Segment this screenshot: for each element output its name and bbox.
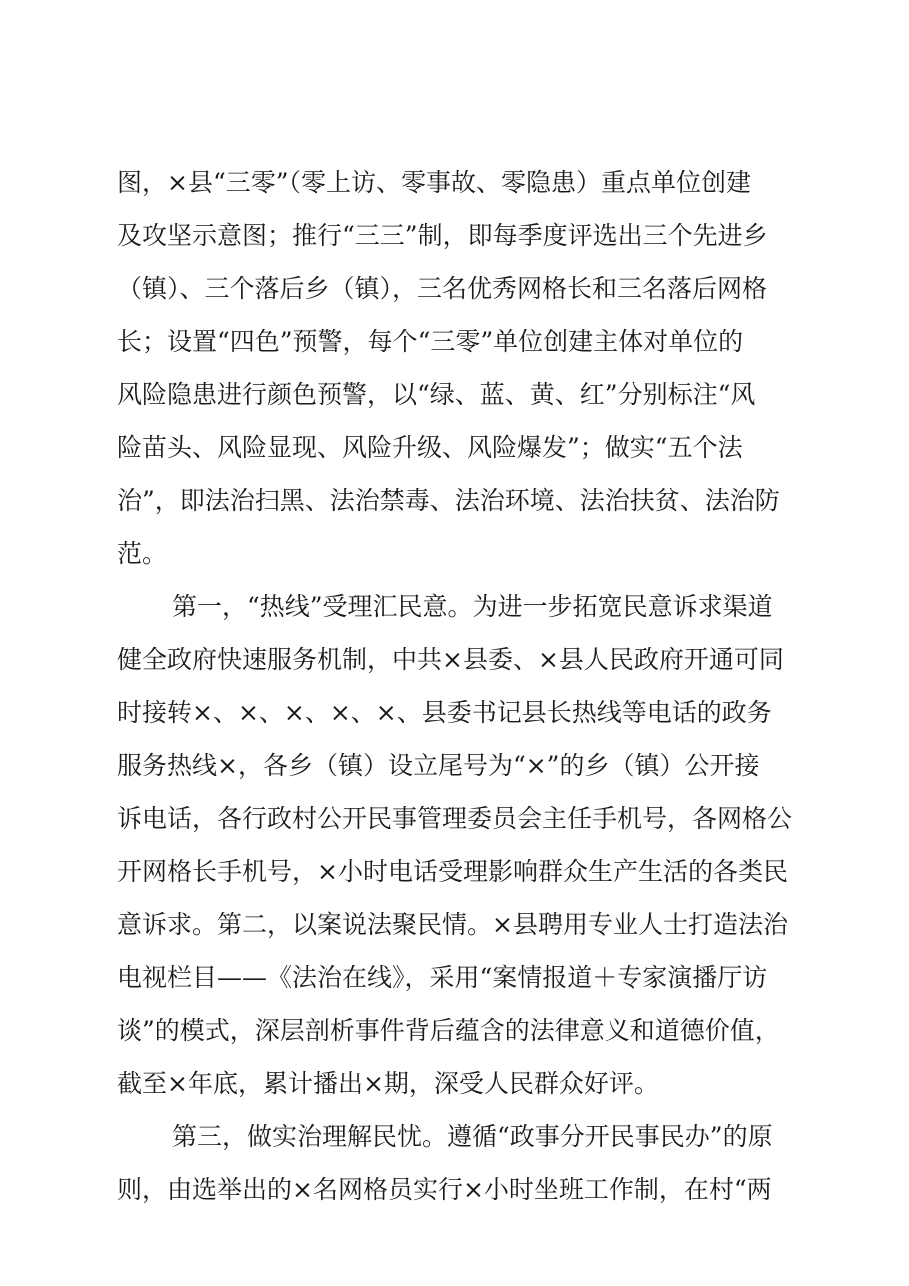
line-text: 则，由选举出的×名网格员实行×小时坐班工作制，在村“两: [117, 1175, 772, 1204]
text-line: [0, 587, 909, 627]
line-text: 第一，“热线”受理汇民意。为进一步拓宽民意诉求渠道: [172, 592, 773, 621]
line-text: 范。: [117, 539, 168, 568]
text-line: [0, 640, 909, 680]
text-line: [0, 163, 909, 203]
line-text: 时接转×、×、×、×、×、县委书记县长热线等电话的政务: [117, 698, 772, 727]
text-line: [0, 481, 909, 521]
text-line: [0, 534, 909, 574]
line-text: 开网格长手机号，×小时电话受理影响群众生产生活的各类民: [117, 857, 788, 886]
text-line: [0, 693, 909, 733]
text-line: [0, 746, 909, 786]
line-text: 服务热线×，各乡（镇）设立尾号为“×”的乡（镇）公开接: [117, 751, 760, 780]
text-line: [0, 958, 909, 998]
line-text: 健全政府快速服务机制，中共×县委、×县人民政府开通可同: [117, 645, 784, 674]
text-line: [0, 852, 909, 892]
line-text: 险苗头、风险显现、风险升级、风险爆发”；做实“五个法: [117, 433, 743, 462]
line-text: 截至×年底，累计播出×期，深受人民群众好评。: [117, 1069, 659, 1098]
line-text: 及攻坚示意图；推行“三三”制，即每季度评选出三个先进乡: [117, 221, 768, 250]
text-line: [0, 375, 909, 415]
text-line: [0, 799, 909, 839]
line-text: （镇）、三个落后乡（镇），三名优秀网格长和三名落后网格: [117, 274, 768, 303]
line-text: 诉电话，各行政村公开民事管理委员会主任手机号，各网格公: [117, 804, 793, 833]
line-text: 风险隐患进行颜色预警，以“绿、蓝、黄、红”分别标注“风: [117, 380, 756, 409]
text-line: [0, 428, 909, 468]
line-text: 图，×县“三零”（零上访、零事故、零隐患）重点单位创建: [117, 168, 752, 197]
text-line: [0, 322, 909, 362]
line-text: 谈”的模式，深层剖析事件背后蕴含的法律意义和道德价值，: [117, 1016, 780, 1045]
text-line: [0, 216, 909, 256]
text-line: [0, 1011, 909, 1051]
line-text: 第三，做实治理解民忧。遵循“政事分开民事民办”的原: [172, 1122, 773, 1151]
line-text: 意诉求。第二，以案说法聚民情。×县聘用专业人士打造法治: [117, 910, 788, 939]
line-text: 电视栏目——《法治在线》，采用“案情报道＋专家演播厅访: [117, 963, 768, 992]
line-text: 长；设置“四色”预警，每个“三零”单位创建主体对单位的: [117, 327, 744, 356]
line-text: 治”，即法治扫黑、法治禁毒、法治环境、法治扶贫、法治防: [117, 486, 780, 515]
text-line: [0, 905, 909, 945]
text-line: [0, 1064, 909, 1104]
text-line: [0, 269, 909, 309]
text-line: [0, 1170, 909, 1210]
text-line: [0, 1117, 909, 1157]
